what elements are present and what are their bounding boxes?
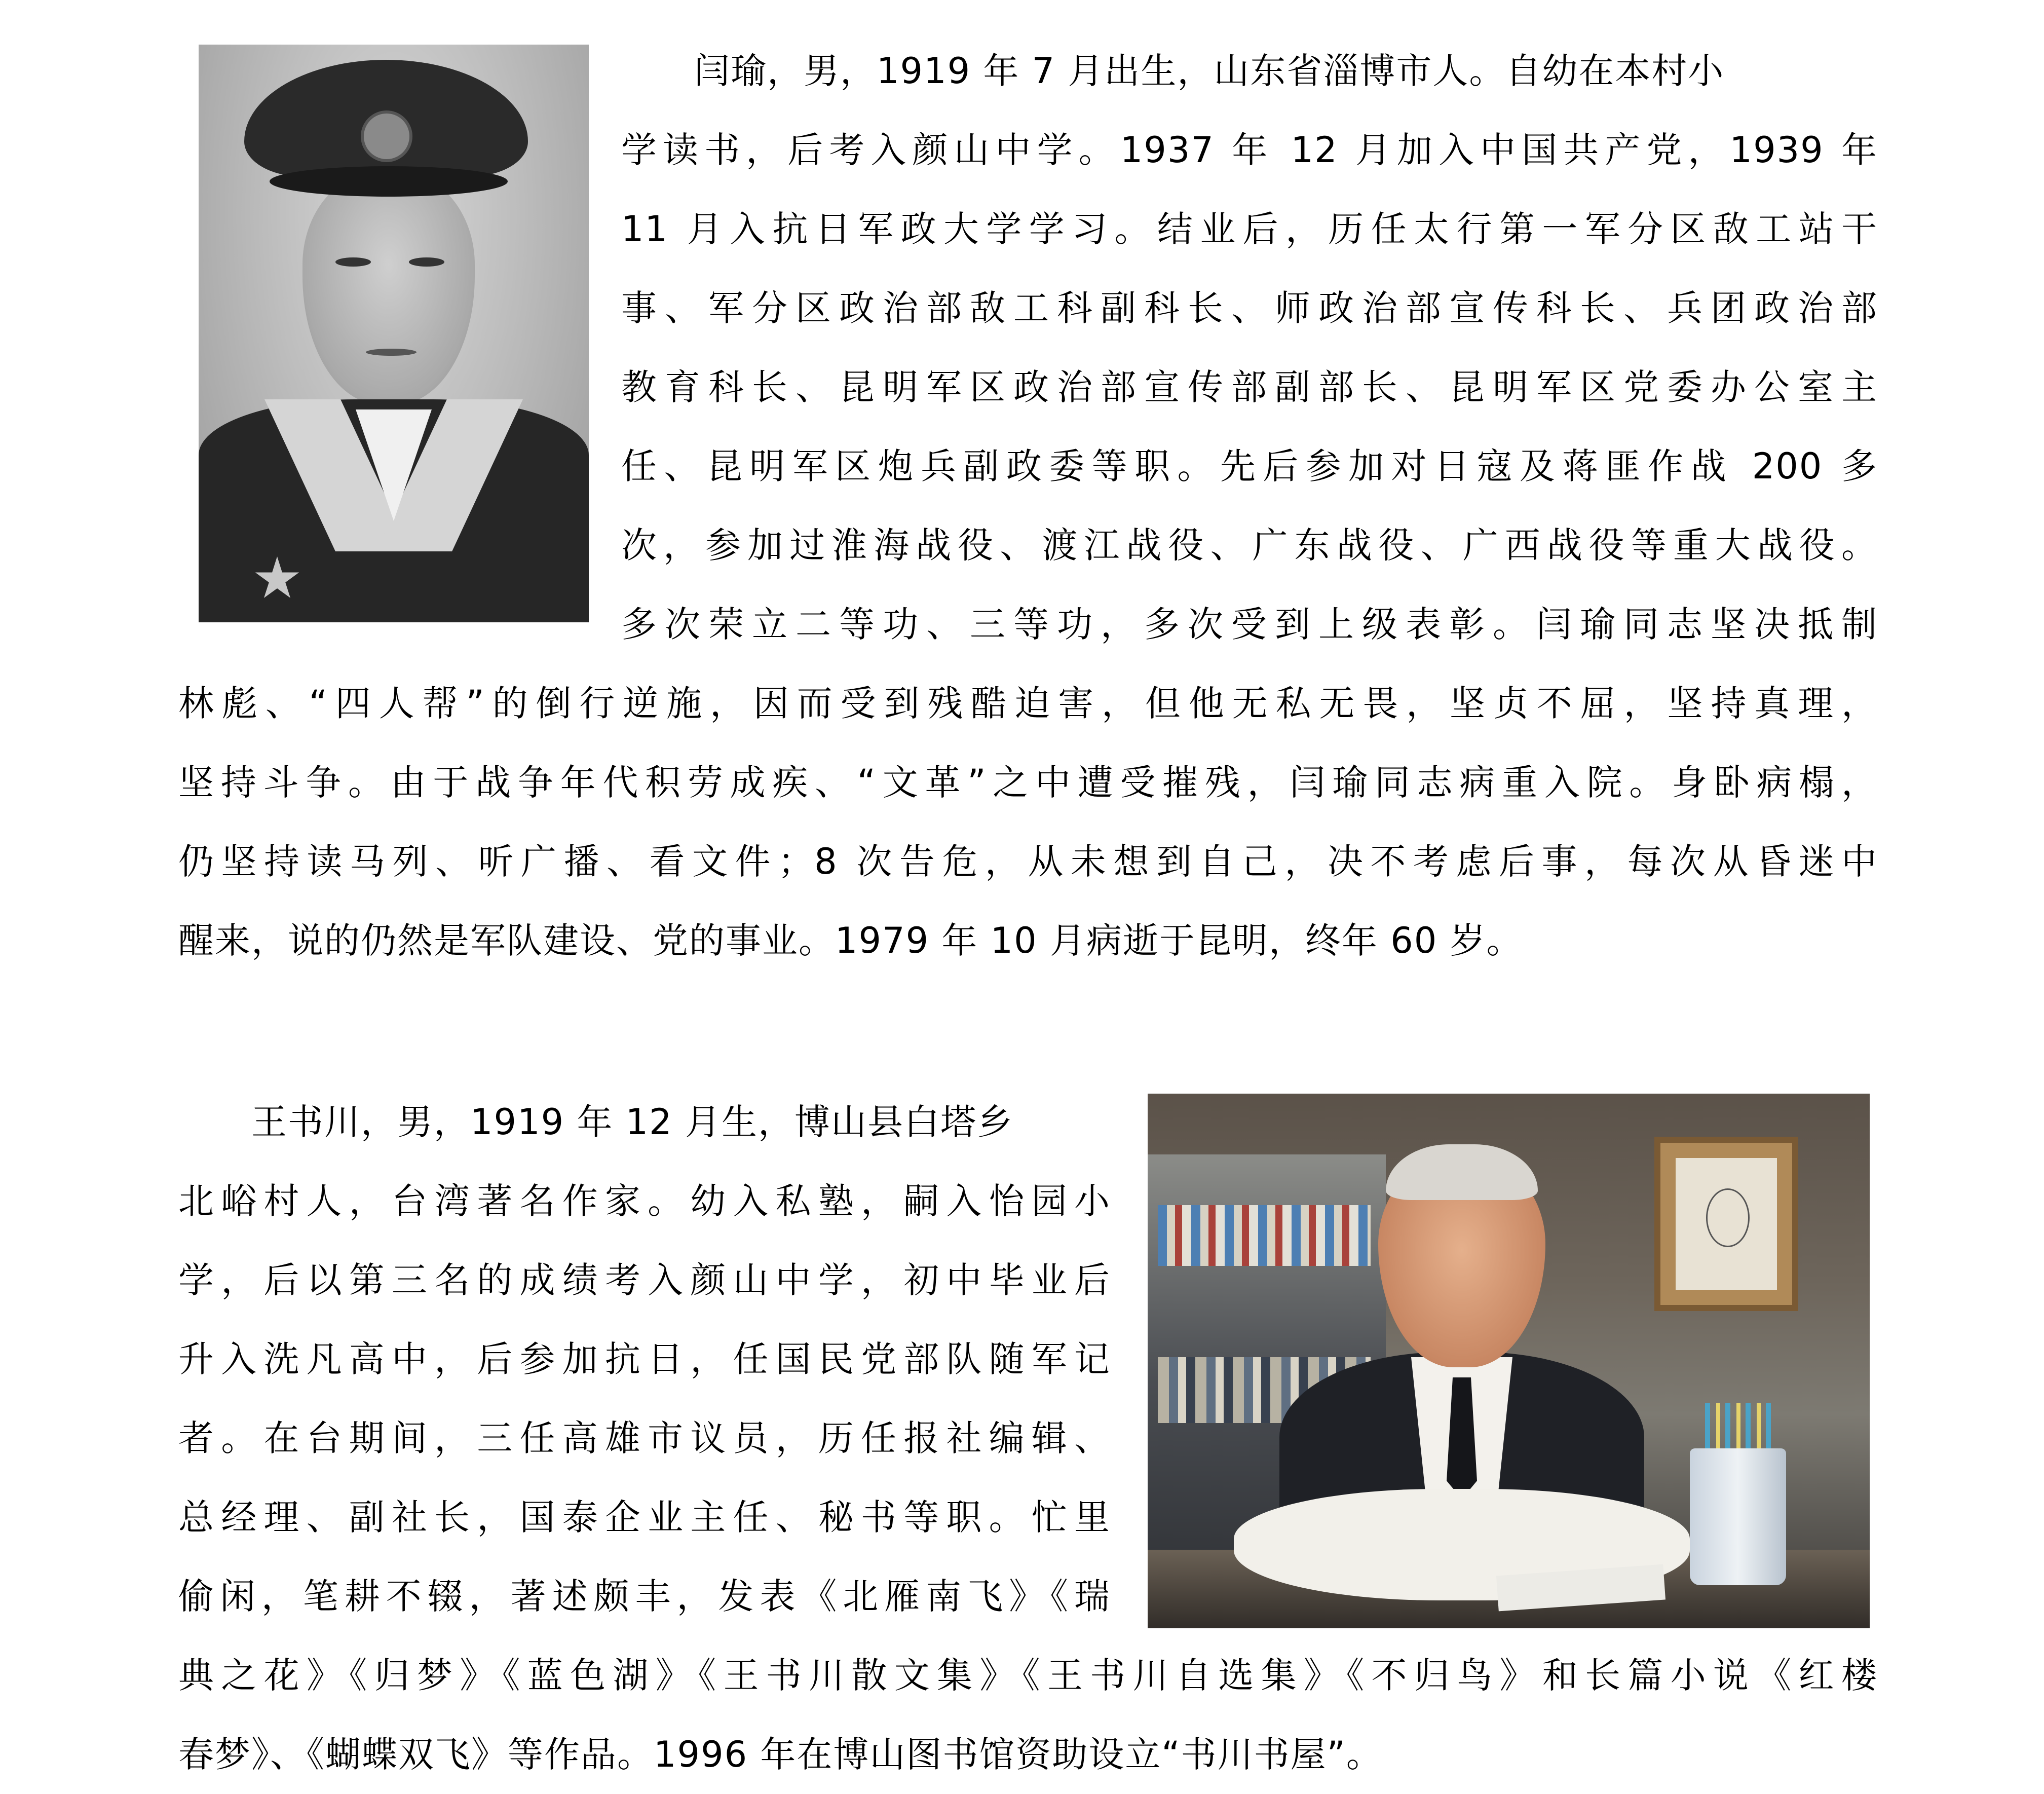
bio-line: 多次荣立二等功、三等功，多次受到上级表彰。闫瑜同志坚决抵制 <box>621 604 1878 645</box>
bio-line: 事、军分区政治部敌工科副科长、师政治部宣传科长、兵团政治部 <box>621 287 1878 329</box>
bio-line: 教育科长、昆明军区政治部宣传部副部长、昆明军区党委办公室主 <box>621 366 1878 408</box>
pen-cup-shape <box>1690 1448 1786 1585</box>
bio-line: 学读书，后考入颜山中学。1937 年 12 月加入中国共产党，1939 年 <box>621 129 1878 171</box>
bio-line: 坚持斗争。由于战争年代积劳成疾、“文革”之中遭受摧残，闫瑜同志病重入院。身卧病榻， <box>178 762 1878 803</box>
bio-line: 典之花》《归梦》《蓝色湖》《王书川散文集》《王书川自选集》《不归鸟》和长篇小说《红楼 <box>178 1655 1878 1696</box>
bio-line: 11 月入抗日军政大学学习。结业后，历任太行第一军分区敌工站干 <box>621 208 1878 250</box>
bio-line: 升入洗凡高中，后参加抗日，任国民党部队随军记 <box>178 1338 1111 1380</box>
bio-line: 任、昆明军区炮兵副政委等职。先后参加对日寇及蒋匪作战 200 多 <box>621 445 1878 487</box>
bio-line: 闫瑜，男，1919 年 7 月出生，山东省淄博市人。自幼在本村小 <box>621 50 1725 92</box>
bio-line: 学，后以第三名的成绩考入颜山中学，初中毕业后 <box>178 1259 1111 1301</box>
bio-line: 仍坚持读马列、听广播、看文件；8 次告危，从未想到自己，决不考虑后事，每次从昏迷中 <box>178 841 1878 882</box>
books-row-shape <box>1158 1205 1371 1266</box>
bio-line: 总经理、副社长，国泰企业主任、秘书等职。忙里 <box>178 1497 1111 1538</box>
sketch-portrait-shape <box>1676 1158 1777 1290</box>
hair-shape <box>1386 1144 1538 1200</box>
bio-line: 林彪、“四人帮”的倒行逆施，因而受到残酷迫害，但他无私无畏，坚贞不屈，坚持真理， <box>178 683 1878 724</box>
bio-line: 春梦》、《蝴蝶双飞》等作品。1996 年在博山图书馆资助设立“书川书屋”。 <box>178 1734 1383 1775</box>
wang-shuchuan-portrait-photo <box>1148 1094 1870 1628</box>
bio-line: 王书川，男，1919 年 12 月生，博山县白塔乡 <box>178 1101 1013 1143</box>
picture-frame-shape <box>1654 1137 1798 1311</box>
bio-line: 醒来，说的仍然是军队建设、党的事业。1979 年 10 月病逝于昆明，终年 60 岁。 <box>178 920 1523 961</box>
bio-line: 北峪村人，台湾著名作家。幼入私塾，嗣入怡园小 <box>178 1180 1111 1222</box>
sketch-face-shape <box>1706 1188 1750 1247</box>
bio-line: 偷闲，笔耕不辍，著述颇丰，发表《北雁南飞》《瑞 <box>178 1576 1111 1617</box>
bio-line: 次，参加过淮海战役、渡江战役、广东战役、广西战役等重大战役。 <box>621 525 1878 566</box>
bio-line: 者。在台期间，三任高雄市议员，历任报社编辑、 <box>178 1417 1111 1459</box>
